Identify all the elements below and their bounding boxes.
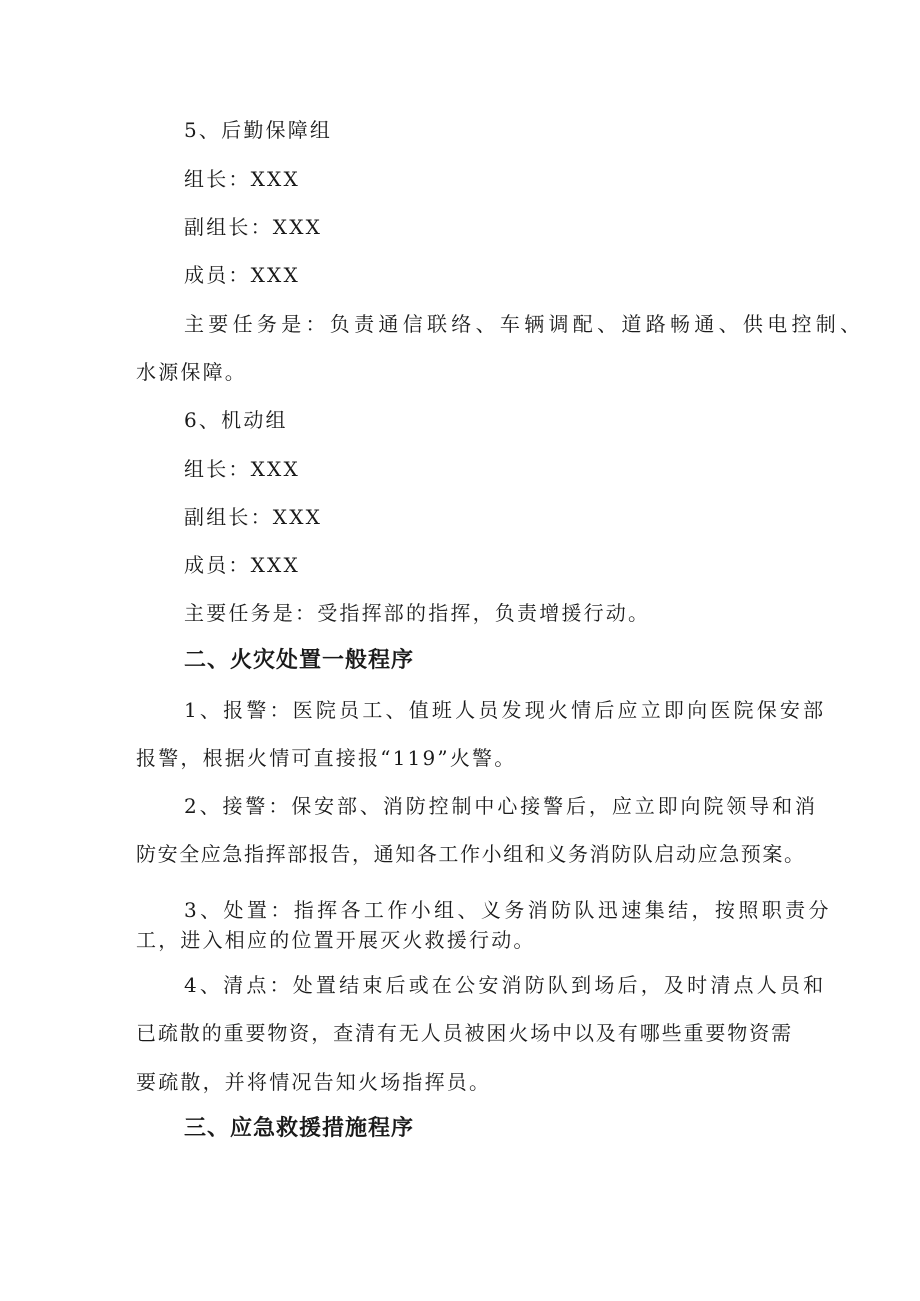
step-3-handle-line-2: 工，进入相应的位置开展灭火救援行动。 (136, 928, 536, 952)
chapter-3-heading: 三、应急救援措施程序 (184, 1116, 415, 1141)
section-5-title: 5、后勤保障组 (184, 118, 333, 142)
step-2-receive-line-1: 2、接警：保安部、消防控制中心接警后，应立即向院领导和消 (184, 794, 818, 818)
step-2-receive-line-2: 防安全应急指挥部报告，通知各工作小组和义务消防队启动应急预案。 (136, 842, 806, 866)
section-6-members: 成员：XXX (184, 553, 300, 577)
step-1-alarm-line-1: 1、报警：医院员工、值班人员发现火情后应立即向医院保安部 (184, 698, 827, 722)
step-3-handle-line-1: 3、处置：指挥各工作小组、义务消防队迅速集结，按照职责分 (184, 898, 832, 922)
step-1-alarm-line-2: 报警，根据火情可直接报“119”火警。 (136, 746, 517, 770)
section-6-tasks: 主要任务是：受指挥部的指挥，负责增援行动。 (184, 601, 651, 625)
step-4-check-line-2: 已疏散的重要物资，查清有无人员被困火场中以及有哪些重要物资需 (136, 1021, 793, 1045)
section-6-leader: 组长：XXX (184, 457, 300, 481)
section-6-deputy-leader: 副组长：XXX (184, 505, 323, 529)
chapter-2-heading: 二、火灾处置一般程序 (184, 648, 415, 673)
section-6-title: 6、机动组 (184, 408, 288, 432)
section-5-deputy-leader: 副组长：XXX (184, 215, 323, 239)
section-5-tasks-line-1: 主要任务是：负责通信联络、车辆调配、道路畅通、供电控制、 (184, 312, 865, 336)
step-4-check-line-1: 4、清点：处置结束后或在公安消防队到场后，及时清点人员和 (184, 973, 827, 997)
section-5-members: 成员：XXX (184, 263, 300, 287)
step-4-check-line-3: 要疏散，并将情况告知火场指挥员。 (136, 1070, 492, 1094)
section-5-tasks-line-2: 水源保障。 (136, 360, 247, 384)
section-5-leader: 组长：XXX (184, 167, 300, 191)
